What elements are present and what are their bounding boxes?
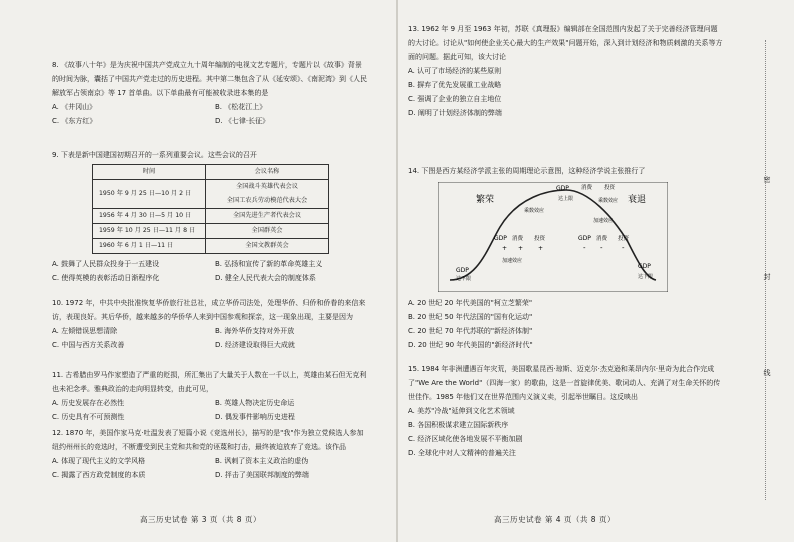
meeting-name: 全国战斗英雄代表会议 — [236, 183, 298, 190]
gdp-lower-limit: 达下限 — [456, 276, 472, 282]
question-9-option-b: B. 弘扬和宣传了新的革命英雄主义 — [215, 260, 323, 268]
question-8 — [52, 58, 368, 128]
gdp-mid-left: GDP — [494, 235, 507, 242]
minus-sign: - — [622, 244, 625, 252]
question-8-stem: 8. 《故事八十年》是为庆祝中国共产党成立九十周年编制的电视文艺专题片，专题片以《故事》背景的时间为脉，囊括了中国共产党走过的历史进程。其中第二集包含了从《延安颂》、《南泥湾》到《人民解放军占领南京》等 17 首单曲。以下单曲最有可能被收录进本集的是 — [52, 61, 367, 97]
question-10-option-d: D. 经济建设取得巨大成就 — [215, 341, 295, 349]
gdp-top-label: GDP — [556, 185, 569, 192]
meeting-name: 全国工农兵劳动模范代表大会 — [226, 197, 308, 204]
exam-page-3 — [0, 0, 396, 542]
table-cell-time: 1956 年 4 月 30 日—5 月 10 日 — [93, 209, 206, 224]
table-cell-time: 1959 年 10 月 25 日—11 月 8 日 — [93, 224, 206, 239]
question-12 — [52, 426, 368, 482]
question-13-stem: 13. 1962 年 9 月至 1963 年初，苏联《真理报》编辑部在全国范围内发起了关于完善经济管理问题的大讨论。讨论从"如何使企业关心最大的生产效果"问题开始，深入到计划经济和物质刺激的关系等方面的问题。据此可知，该大讨论 — [408, 25, 723, 61]
question-13-option-c: C. 强调了企业的独立自主地位 — [408, 95, 502, 103]
minus-sign: - — [600, 244, 603, 252]
consumption-mid-left: 消费 — [512, 236, 524, 242]
table-row — [93, 180, 329, 209]
question-12-option-a: A. 体现了现代主义的文学风格 — [52, 457, 146, 465]
question-15-stem: 15. 1984 年非洲遭遇百年灾荒，美国歌星昆西·琼斯、迈克尔·杰克逊和莱昂内尔·里奇为此合作完成了"We Are the World"（四海一家）的歌曲，这是一首旋律优美、歌词动人、充满了对生命关怀的传世佳作。1985 年他们又在世界范围内义演义卖，引起举世瞩目。这反映出 — [408, 365, 721, 401]
question-13 — [408, 22, 724, 120]
table-cell-time: 1950 年 9 月 25 日—10 月 2 日 — [93, 180, 206, 209]
question-14-stem: 14. 下图是西方某经济学派主张的周期理论示意图，这种经济学说主张推行了 — [408, 167, 646, 175]
question-8-option-c: C. 《东方红》 — [52, 117, 97, 125]
plus-sign: + — [518, 245, 524, 252]
table-cell-time: 1960 年 6 月 1 日—11 日 — [93, 239, 206, 254]
question-12-option-d: D. 抨击了美国联邦制度的弊端 — [215, 471, 309, 479]
table-cell-names — [206, 180, 329, 209]
question-9 — [52, 148, 368, 285]
question-10-option-c: C. 中国与西方关系改善 — [52, 341, 125, 349]
question-14-options — [408, 296, 724, 352]
question-11-option-d: D. 偶发事件影响历史进程 — [215, 413, 295, 421]
question-15-option-c: C. 经济区域化使各地发展不平衡加剧 — [408, 435, 523, 443]
table-row — [93, 239, 329, 254]
question-9-option-a: A. 鼓舞了人民群众投身于一五建设 — [52, 260, 160, 268]
table-header-time: 时间 — [93, 165, 206, 180]
table-row — [93, 224, 329, 239]
business-cycle-diagram — [438, 182, 668, 292]
plus-sign: + — [502, 245, 508, 252]
meeting-name: 全国先进生产者代表会议 — [206, 209, 329, 224]
gdp-bottom-label-right: GDP — [638, 263, 651, 270]
question-8-option-b: B. 《松花江上》 — [215, 103, 267, 111]
question-13-option-b: B. 摒弃了优先发展重工业战略 — [408, 81, 502, 89]
question-15-option-b: B. 各国积极谋求建立国际新秩序 — [408, 421, 509, 429]
question-8-option-d: D. 《七律·长征》 — [215, 117, 270, 125]
page-footer: 高三历史试卷 第 4 页（共 8 页） — [494, 515, 615, 524]
top-consumption: 消费 — [581, 185, 593, 191]
question-14-option-d: D. 20 世纪 90 年代美国的"新经济时代" — [408, 341, 533, 349]
question-12-stem: 12. 1870 年，美国作家马克·吐温发表了短篇小说《竞选州长》，描写的是"我"作为独立党候选人参加纽约州州长的竞选时，不断遭受到民主党和共和党的诬蔑和打击，最终被迫放弃了竞选。该作品 — [52, 429, 364, 451]
question-9-stem: 9. 下表是新中国建国初期召开的一系列重要会议。这些会议的召开 — [52, 151, 257, 159]
question-11-option-b: B. 英雄人物决定历史命运 — [215, 399, 295, 407]
question-10-option-a: A. 左倾错误思想清除 — [52, 327, 118, 335]
question-11-option-c: C. 历史具有不可预测性 — [52, 413, 125, 421]
question-14-option-c: C. 20 世纪 70 年代苏联的"新经济体制" — [408, 327, 533, 335]
consumption-mid-right: 消费 — [596, 236, 608, 242]
question-14-option-a: A. 20 世纪 20 年代美国的"柯立芝繁荣" — [408, 299, 533, 307]
plus-sign: + — [538, 245, 544, 252]
question-10-stem: 10. 1972 年，中共中央批准恢复华侨旅行社总社，成立华侨司法处，处理华侨、归侨和侨眷的来信来访，表现良好。其后华侨，越来越多的华侨华人来到中国参观和探亲，这一现象出现，主要是因为 — [52, 299, 366, 321]
question-11-stem: 11. 古希腊由罗马作家塑造了严重的贬损，所汇集出了大量关于人数在一千以上，英雄由某石但无克利也未祀念孝。雅典政治的走向明显转变，由此可见， — [52, 371, 367, 393]
question-12-option-c: C. 揭露了西方政党制度的本质 — [52, 471, 146, 479]
accelerator-right: 加速效应 — [593, 218, 614, 224]
meeting-name: 全国文教群英会 — [206, 239, 329, 254]
top-investment: 投资 — [604, 185, 616, 191]
question-9-option-d: D. 健全人民代表大会的制度体系 — [215, 274, 316, 282]
table-header-row — [93, 165, 329, 180]
exam-page-4 — [398, 0, 794, 542]
question-15-option-d: D. 全球化中对人文精神的普遍关注 — [408, 449, 516, 457]
question-10-option-b: B. 海外华侨支持对外开放 — [215, 327, 295, 335]
question-13-option-a: A. 认可了市场经济的某些原则 — [408, 67, 502, 75]
multiplier-left: 乘数效应 — [524, 208, 545, 214]
investment-mid-right: 投资 — [618, 236, 630, 242]
investment-mid-left: 投资 — [534, 236, 546, 242]
phase-label-recession: 衰退 — [628, 195, 647, 205]
question-15 — [408, 362, 724, 460]
seal-line — [765, 40, 768, 500]
phase-label-boom: 繁荣 — [476, 195, 495, 205]
question-8-option-a: A. 《井冈山》 — [52, 103, 97, 111]
seal-char-feng: 封 — [763, 273, 771, 281]
question-15-option-a: A. 美苏"冷战"延伸到文化艺术领域 — [408, 407, 515, 415]
gdp-lower-limit-right: 达下限 — [638, 274, 654, 280]
seal-char-xian: 线 — [763, 369, 771, 377]
question-14 — [408, 164, 724, 178]
table-header-name: 会议名称 — [206, 165, 329, 180]
question-11 — [52, 368, 368, 424]
question-11-option-a: A. 历史发展存在必然性 — [52, 399, 125, 407]
table-row — [93, 209, 329, 224]
question-10 — [52, 296, 368, 352]
gdp-bottom-label: GDP — [456, 267, 469, 274]
gdp-upper-limit: 达上限 — [558, 196, 574, 202]
meeting-name: 全国群英会 — [206, 224, 329, 239]
minus-sign: - — [583, 244, 586, 252]
question-14-option-b: B. 20 世纪 50 年代法国的"国有化运动" — [408, 313, 533, 321]
question-13-option-d: D. 阐明了计划经济体制的弊端 — [408, 109, 502, 117]
gdp-mid-right: GDP — [578, 235, 591, 242]
question-12-option-b: B. 讽刺了资本主义政治的虚伪 — [215, 457, 309, 465]
meeting-table — [92, 164, 329, 254]
accelerator-left: 加速效应 — [502, 258, 523, 264]
question-9-option-c: C. 使得英模的表彰活动日渐程序化 — [52, 274, 160, 282]
page-footer: 高三历史试卷 第 3 页（共 8 页） — [140, 515, 261, 524]
multiplier-right: 乘数效应 — [598, 198, 619, 204]
seal-char-mi: 密 — [763, 176, 771, 184]
